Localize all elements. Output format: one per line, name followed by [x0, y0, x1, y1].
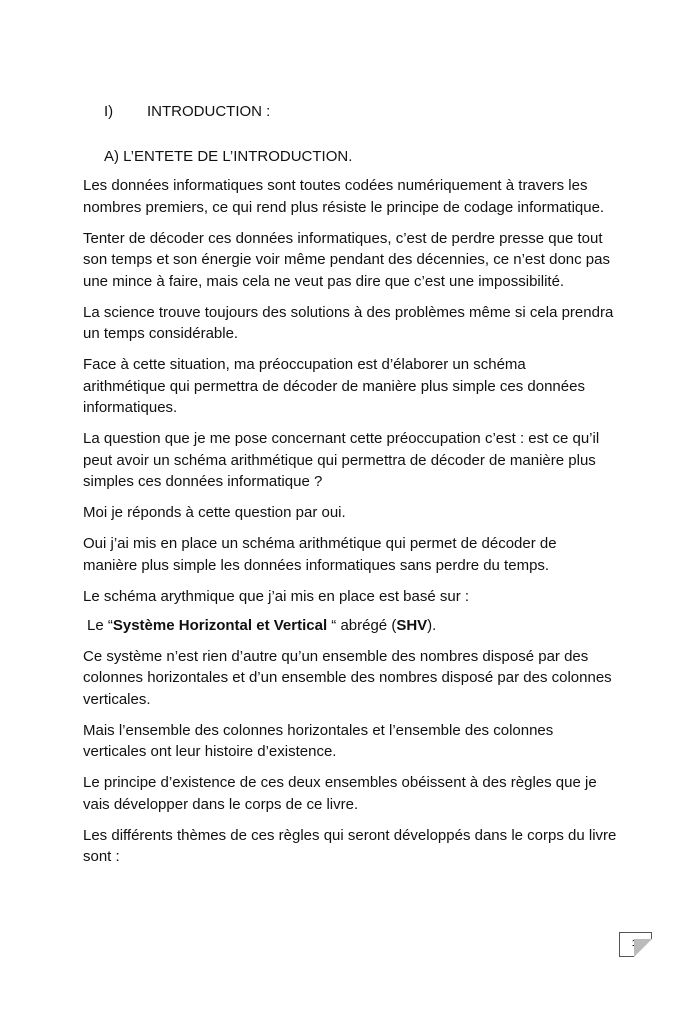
paragraph-line: Moi je réponds à cette question par oui.	[83, 504, 346, 521]
paragraph-line: verticales ont leur histoire d’existence.	[83, 743, 337, 760]
paragraph-line: Les différents thèmes de ces règles qui seront développés dans le corps du livre	[83, 826, 617, 844]
section-number: I)	[104, 103, 114, 120]
shv-definition	[83, 615, 623, 637]
shv-name: Système Horizontal et Vertical	[112, 616, 328, 634]
paragraph-line: peut avoir un schéma arithmétique qui permettra de décoder de manière plus	[83, 451, 596, 469]
paragraph-line: Oui j’ai mis en place un schéma arithmétique qui permet de décoder de	[83, 535, 557, 552]
paragraph-line: son temps et son énergie voir même pendant des décennies, ce n’est donc pas	[83, 251, 610, 268]
body-text	[83, 175, 623, 868]
paragraph-line: un temps considérable.	[83, 325, 239, 342]
paragraph-line: Le schéma arythmique que j’ai mis en place est basé sur :	[83, 587, 470, 605]
paragraph-line: colonnes horizontales et d’un ensemble des nombres disposé par des colonnes	[83, 669, 612, 686]
paragraph-line: manière plus simple les données informatiques sans perdre du temps.	[83, 556, 550, 574]
shv-prefix: Le “	[87, 616, 113, 634]
paragraph-line: arithmétique qui permettra de décoder de manière plus simple ces données	[83, 377, 585, 395]
page-number-box	[619, 932, 652, 957]
paragraph-line: sont :	[83, 848, 120, 865]
paragraph-line: Face à cette situation, ma préoccupation est d’élaborer un schéma	[83, 356, 526, 373]
paragraph-line: La question que je me pose concernant cette préoccupation c’est : est ce qu’il	[83, 430, 600, 447]
paragraph-line: Les données informatiques sont toutes codées numériquement à travers les	[83, 177, 588, 194]
paragraph-line: Tenter de décoder ces données informatiques, c’est de perdre presse que tout	[83, 229, 603, 247]
paragraph-line: vais développer dans le corps de ce livre.	[83, 795, 359, 813]
paragraph-line: verticales.	[83, 690, 151, 708]
shv-suffix: ).	[427, 616, 437, 634]
paragraph-line: une mince à faire, mais cela ne veut pas dire que c’est une impossibilité.	[83, 272, 565, 290]
shv-middle: “ abrégé (	[327, 616, 397, 634]
paragraph-line: simples ces données informatique ?	[83, 473, 323, 490]
paragraph-line: Ce système n’est rien d’autre qu’un ensemble des nombres disposé par des	[83, 647, 589, 665]
page-fold-icon	[634, 939, 652, 957]
paragraph-line: informatiques.	[83, 399, 178, 416]
shv-abbrev: SHV	[396, 616, 428, 634]
section-title: INTRODUCTION :	[147, 103, 271, 120]
paragraph-line: Le principe d’existence de ces deux ensembles obéissent à des règles que je	[83, 774, 597, 791]
paragraph-line: nombres premiers, ce qui rend plus résiste le principe de codage informatique.	[83, 198, 605, 216]
paragraph-line: Mais l’ensemble des colonnes horizontales et l’ensemble des colonnes	[83, 721, 554, 739]
page-number: 1	[632, 938, 638, 948]
paragraph-line: La science trouve toujours des solutions à des problèmes même si cela prendra	[83, 303, 614, 321]
subsection-title: A) L’ENTETE DE L’INTRODUCTION.	[104, 148, 353, 165]
